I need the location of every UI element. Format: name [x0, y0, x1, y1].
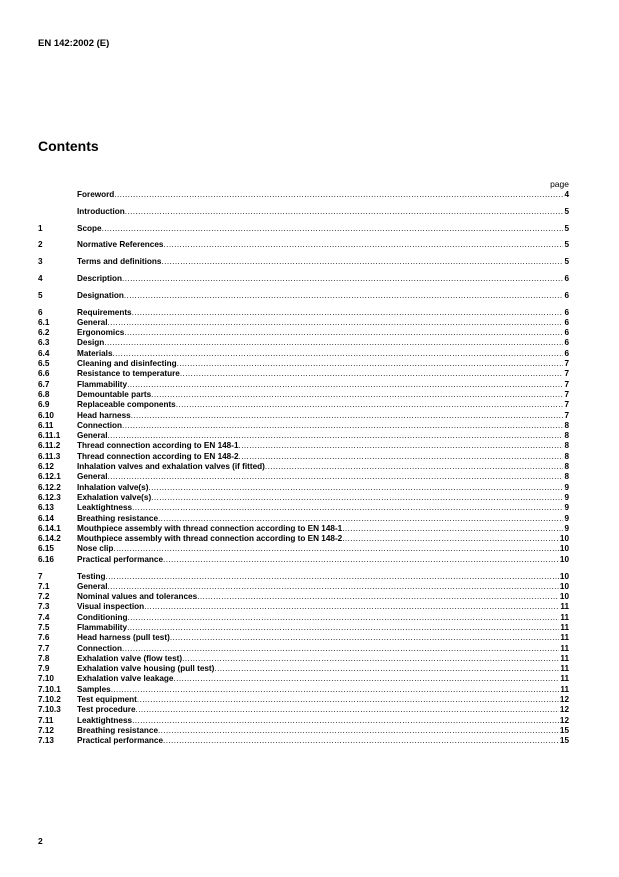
toc-entry-number: 7.1 [38, 581, 50, 591]
toc-entry-number: 6.12.3 [38, 492, 61, 502]
toc-entry-label: Exhalation valve (flow test) [77, 653, 183, 663]
toc-dot-leader [161, 257, 563, 267]
toc-entry[interactable] [38, 472, 569, 482]
toc-entry-label: Breathing resistance [77, 513, 158, 523]
toc-entry-label: Introduction [77, 206, 125, 216]
toc-entry-page: 9 [564, 492, 569, 502]
toc-dot-leader [113, 349, 564, 359]
toc-entry-page: 12 [559, 705, 569, 715]
toc-entry[interactable] [38, 555, 569, 565]
toc-entry-number: 7.10.2 [38, 695, 61, 705]
toc-dot-leader [342, 524, 563, 534]
toc-entry-number: 6.10 [38, 410, 54, 420]
toc-entry-number: 3 [38, 257, 43, 267]
toc-dot-leader [108, 431, 564, 441]
toc-entry-page: 6 [564, 273, 569, 283]
toc-entry-label: Samples [77, 684, 111, 694]
toc-entry-label: Flammability [77, 622, 128, 632]
toc-dot-leader [122, 644, 559, 654]
toc-dot-leader [239, 452, 564, 462]
toc-entry[interactable] [38, 726, 569, 736]
toc-dot-leader [151, 390, 563, 400]
toc-dot-leader [144, 602, 559, 612]
toc-entry[interactable] [38, 318, 569, 328]
toc-entry-number: 7.8 [38, 653, 50, 663]
toc-dot-leader [127, 613, 559, 623]
toc-entry-label: Leaktightness [77, 503, 133, 513]
toc-entry-number: 1 [38, 223, 43, 233]
toc-entry-label: Mouthpiece assembly with thread connection according to EN 148-1 [77, 523, 343, 533]
toc-entry[interactable] [38, 503, 569, 513]
toc-dot-leader [132, 503, 563, 513]
toc-entry-number: 5 [38, 290, 43, 300]
toc-entry-page: 7 [564, 359, 569, 369]
toc-entry[interactable] [38, 452, 569, 462]
toc-entry-label: Breathing resistance [77, 725, 158, 735]
toc-entry-page: 10 [559, 592, 569, 602]
toc-entry-page: 6 [564, 348, 569, 358]
toc-entry-number: 6.16 [38, 554, 54, 564]
toc-entry-label: Materials [77, 348, 113, 358]
toc-entry-page: 7 [564, 410, 569, 420]
toc-entry-number: 6.14 [38, 513, 54, 523]
toc-entry[interactable] [38, 654, 569, 664]
toc-entry-page: 7 [564, 369, 569, 379]
toc-entry[interactable] [38, 623, 569, 633]
toc-dot-leader [127, 623, 559, 633]
toc-entry-number: 7.13 [38, 736, 54, 746]
toc-entry-page: 11 [560, 643, 569, 653]
toc-entry-page: 6 [564, 307, 569, 317]
toc-entry-number: 6.4 [38, 348, 50, 358]
toc-entry-page: 15 [559, 725, 569, 735]
toc-entry-page: 10 [559, 581, 569, 591]
toc-entry-number: 6 [38, 307, 43, 317]
toc-entry-page: 11 [560, 664, 569, 674]
toc-entry-page: 8 [564, 420, 569, 430]
toc-entry[interactable] [38, 411, 569, 421]
toc-entry-label: Thread connection according to EN 148-2 [77, 451, 239, 461]
toc-entry-page: 9 [564, 523, 569, 533]
toc-entry-number: 7.6 [38, 633, 50, 643]
toc-entry-page: 11 [560, 674, 569, 684]
toc-entry-number: 6.3 [38, 338, 50, 348]
toc-entry-page: 10 [559, 554, 569, 564]
toc-entry[interactable] [38, 390, 569, 400]
toc-dot-leader [108, 318, 564, 328]
toc-entry-page: 10 [559, 534, 569, 544]
toc-entry-label: Nominal values and tolerances [77, 592, 198, 602]
toc-entry-number: 6.14.2 [38, 534, 61, 544]
toc-dot-leader [108, 472, 564, 482]
toc-entry-number: 2 [38, 240, 43, 250]
document-header: EN 142:2002 (E) [38, 38, 110, 49]
toc-entry-page: 11 [560, 622, 569, 632]
toc-entry-page: 7 [564, 400, 569, 410]
toc-entry[interactable] [38, 421, 569, 431]
toc-entry-label: Test equipment [77, 695, 137, 705]
toc-entry[interactable] [38, 685, 569, 695]
toc-dot-leader [173, 674, 559, 684]
toc-dot-leader [137, 695, 559, 705]
toc-entry-page: 11 [560, 633, 569, 643]
toc-entry[interactable] [38, 380, 569, 390]
toc-entry-number: 6.11 [38, 420, 54, 430]
toc-entry[interactable] [38, 274, 569, 284]
toc-dot-leader [163, 240, 563, 250]
toc-entry[interactable] [38, 359, 569, 369]
toc-entry-page: 8 [564, 451, 569, 461]
toc-entry[interactable] [38, 664, 569, 674]
toc-entry-page: 11 [560, 684, 569, 694]
toc-entry[interactable] [38, 308, 569, 318]
toc-entry-page: 10 [559, 544, 569, 554]
toc-entry[interactable] [38, 207, 569, 217]
toc-dot-leader [104, 338, 563, 348]
toc-dot-leader [136, 705, 559, 715]
toc-entry-number: 7.10.3 [38, 705, 61, 715]
toc-entry[interactable] [38, 349, 569, 359]
toc-entry-label: Ergonomics [77, 328, 125, 338]
toc-dot-leader [125, 207, 564, 217]
toc-entry-label: Practical performance [77, 554, 164, 564]
toc-dot-leader [158, 514, 563, 524]
toc-entry-page: 5 [564, 206, 569, 216]
toc-entry-label: Test procedure [77, 705, 136, 715]
toc-entry-number: 6.14.1 [38, 523, 61, 533]
toc-entry[interactable] [38, 705, 569, 715]
toc-entry-label: Design [77, 338, 105, 348]
toc-dot-leader [214, 664, 559, 674]
toc-entry-number: 7.11 [38, 715, 54, 725]
toc-entry[interactable] [38, 338, 569, 348]
toc-entry-number: 6.12.1 [38, 472, 61, 482]
page-number: 2 [38, 836, 43, 846]
toc-entry-page: 4 [564, 190, 569, 199]
toc-entry[interactable] [38, 695, 569, 705]
toc-entry-page: 5 [564, 223, 569, 233]
toc-dot-leader [177, 359, 564, 369]
toc-dot-leader [127, 380, 563, 390]
toc-entry-page: 12 [559, 695, 569, 705]
toc-dot-leader [122, 274, 563, 284]
toc-entry-label: Cleaning and disinfecting [77, 359, 177, 369]
toc-dot-leader [163, 736, 559, 746]
toc-entry-label: Foreword [77, 190, 115, 199]
toc-entry[interactable] [38, 462, 569, 472]
toc-entry[interactable] [38, 400, 569, 410]
toc-dot-leader [180, 369, 564, 379]
page-column-label: page [550, 179, 569, 189]
toc-entry-label: Flammability [77, 379, 128, 389]
toc-entry-number: 7.4 [38, 612, 50, 622]
toc-entry-label: Visual inspection [77, 602, 145, 612]
toc-entry-label: Designation [77, 290, 124, 300]
toc-entry[interactable] [38, 736, 569, 746]
toc-dot-leader [163, 555, 559, 565]
toc-entry-label: General [77, 472, 108, 482]
toc-entry[interactable] [38, 524, 569, 534]
toc-entry-label: Demountable parts [77, 389, 152, 399]
toc-entry-number: 6.5 [38, 359, 50, 369]
toc-dot-leader [124, 291, 564, 301]
toc-entry[interactable] [38, 291, 569, 301]
toc-entry[interactable] [38, 592, 569, 602]
toc-entry-page: 11 [560, 612, 569, 622]
toc-entry-number: 7.2 [38, 592, 50, 602]
toc-entry-page: 8 [564, 462, 569, 472]
toc-entry-number: 7.7 [38, 643, 50, 653]
toc-dot-leader [132, 716, 559, 726]
toc-entry-page: 10 [559, 571, 569, 581]
toc-entry-number: 6.7 [38, 379, 50, 389]
toc-entry[interactable] [38, 613, 569, 623]
toc-entry[interactable] [38, 633, 569, 643]
toc-entry-label: General [77, 317, 108, 327]
toc-entry-number: 6.9 [38, 400, 50, 410]
toc-entry-number: 6.8 [38, 389, 50, 399]
toc-entry[interactable] [38, 483, 569, 493]
toc-entry-page: 9 [564, 503, 569, 513]
toc-entry[interactable] [38, 328, 569, 338]
toc-entry-page: 12 [559, 715, 569, 725]
toc-dot-leader [148, 483, 563, 493]
toc-entry[interactable] [38, 441, 569, 451]
toc-entry-number: 6.13 [38, 503, 54, 513]
toc-entry-page: 6 [564, 338, 569, 348]
toc-entry-page: 8 [564, 431, 569, 441]
toc-entry-number: 6.12.2 [38, 482, 61, 492]
toc-entry-page: 6 [564, 290, 569, 300]
toc-dot-leader [151, 493, 563, 503]
toc-entry-label: Nose clip [77, 544, 114, 554]
toc-entry-label: Head harness [77, 410, 131, 420]
toc-dot-leader [265, 462, 564, 472]
toc-entry-page: 8 [564, 441, 569, 451]
toc-entry-label: Conditioning [77, 612, 128, 622]
toc-entry[interactable] [38, 257, 569, 267]
toc-dot-leader [170, 633, 560, 643]
toc-entry[interactable] [38, 534, 569, 544]
toc-entry-label: Exhalation valve housing (pull test) [77, 664, 215, 674]
page-title: Contents [38, 138, 99, 154]
toc-entry-label: Testing [77, 571, 106, 581]
toc-entry-page: 8 [564, 472, 569, 482]
toc-entry-page: 6 [564, 328, 569, 338]
toc-entry-page: 15 [559, 736, 569, 746]
toc-dot-leader [111, 685, 560, 695]
toc-entry-label: Connection [77, 420, 123, 430]
table-of-contents [38, 190, 569, 747]
toc-dot-leader [124, 328, 563, 338]
toc-entry-label: Mouthpiece assembly with thread connection according to EN 148-2 [77, 534, 343, 544]
toc-entry-page: 5 [564, 240, 569, 250]
toc-entry[interactable] [38, 431, 569, 441]
toc-dot-leader [102, 224, 564, 234]
toc-entry-number: 7.9 [38, 664, 50, 674]
toc-dot-leader [158, 726, 559, 736]
toc-entry[interactable] [38, 674, 569, 684]
toc-dot-leader [114, 190, 563, 200]
toc-entry[interactable] [38, 369, 569, 379]
toc-entry[interactable] [38, 582, 569, 592]
toc-dot-leader [132, 308, 564, 318]
toc-entry-label: Replaceable components [77, 400, 176, 410]
toc-entry-number: 6.11.1 [38, 431, 61, 441]
toc-entry-label: Head harness (pull test) [77, 633, 170, 643]
toc-entry-number: 7.12 [38, 725, 54, 735]
toc-entry-label: Exhalation valve(s) [77, 492, 152, 502]
toc-entry[interactable] [38, 190, 569, 200]
toc-entry[interactable] [38, 240, 569, 250]
toc-entry-number: 7.10 [38, 674, 54, 684]
toc-dot-leader [176, 400, 564, 410]
toc-entry-label: General [77, 581, 108, 591]
toc-entry-number: 6.11.2 [38, 441, 61, 451]
toc-dot-leader [182, 654, 559, 664]
toc-entry-number: 7 [38, 571, 43, 581]
toc-entry-page: 11 [560, 653, 569, 663]
toc-entry-number: 6.15 [38, 544, 54, 554]
toc-entry-number: 6.11.3 [38, 451, 61, 461]
toc-dot-leader [122, 421, 563, 431]
toc-entry-number: 6.2 [38, 328, 50, 338]
toc-entry-label: Inhalation valve(s) [77, 482, 149, 492]
toc-entry-page: 6 [564, 317, 569, 327]
toc-entry[interactable] [38, 716, 569, 726]
toc-entry-label: Practical performance [77, 736, 164, 746]
toc-entry-label: Terms and definitions [77, 257, 162, 267]
toc-entry-number: 7.5 [38, 622, 50, 632]
toc-entry-number: 6.1 [38, 317, 50, 327]
toc-entry[interactable] [38, 514, 569, 524]
toc-entry-label: Connection [77, 643, 123, 653]
toc-entry-label: General [77, 431, 108, 441]
toc-entry-label: Description [77, 273, 123, 283]
toc-entry-number: 7.3 [38, 602, 50, 612]
toc-dot-leader [113, 544, 558, 554]
toc-entry-number: 7.10.1 [38, 684, 61, 694]
toc-entry-label: Resistance to temperature [77, 369, 180, 379]
toc-dot-leader [131, 411, 564, 421]
toc-entry-label: Scope [77, 223, 102, 233]
toc-entry-page: 9 [564, 513, 569, 523]
toc-dot-leader [106, 572, 559, 582]
toc-entry-page: 11 [560, 602, 569, 612]
toc-entry-label: Leaktightness [77, 715, 133, 725]
toc-dot-leader [239, 441, 564, 451]
toc-entry-page: 5 [564, 257, 569, 267]
toc-entry[interactable] [38, 644, 569, 654]
toc-entry-label: Requirements [77, 307, 132, 317]
toc-entry[interactable] [38, 572, 569, 582]
toc-entry-label: Thread connection according to EN 148-1 [77, 441, 239, 451]
toc-entry-number: 6.12 [38, 462, 54, 472]
toc-entry-number: 6.6 [38, 369, 50, 379]
toc-entry-label: Normative References [77, 240, 164, 250]
toc-entry[interactable] [38, 224, 569, 234]
toc-entry[interactable] [38, 602, 569, 612]
toc-entry[interactable] [38, 544, 569, 554]
toc-entry-page: 7 [564, 389, 569, 399]
toc-dot-leader [108, 582, 559, 592]
toc-entry-label: Inhalation valves and exhalation valves (if fitted) [77, 462, 265, 472]
toc-entry-label: Exhalation valve leakage [77, 674, 174, 684]
toc-entry[interactable] [38, 493, 569, 503]
toc-dot-leader [197, 592, 559, 602]
toc-dot-leader [342, 534, 559, 544]
toc-entry-page: 7 [564, 379, 569, 389]
toc-entry-number: 4 [38, 273, 43, 283]
toc-entry-page: 9 [564, 482, 569, 492]
